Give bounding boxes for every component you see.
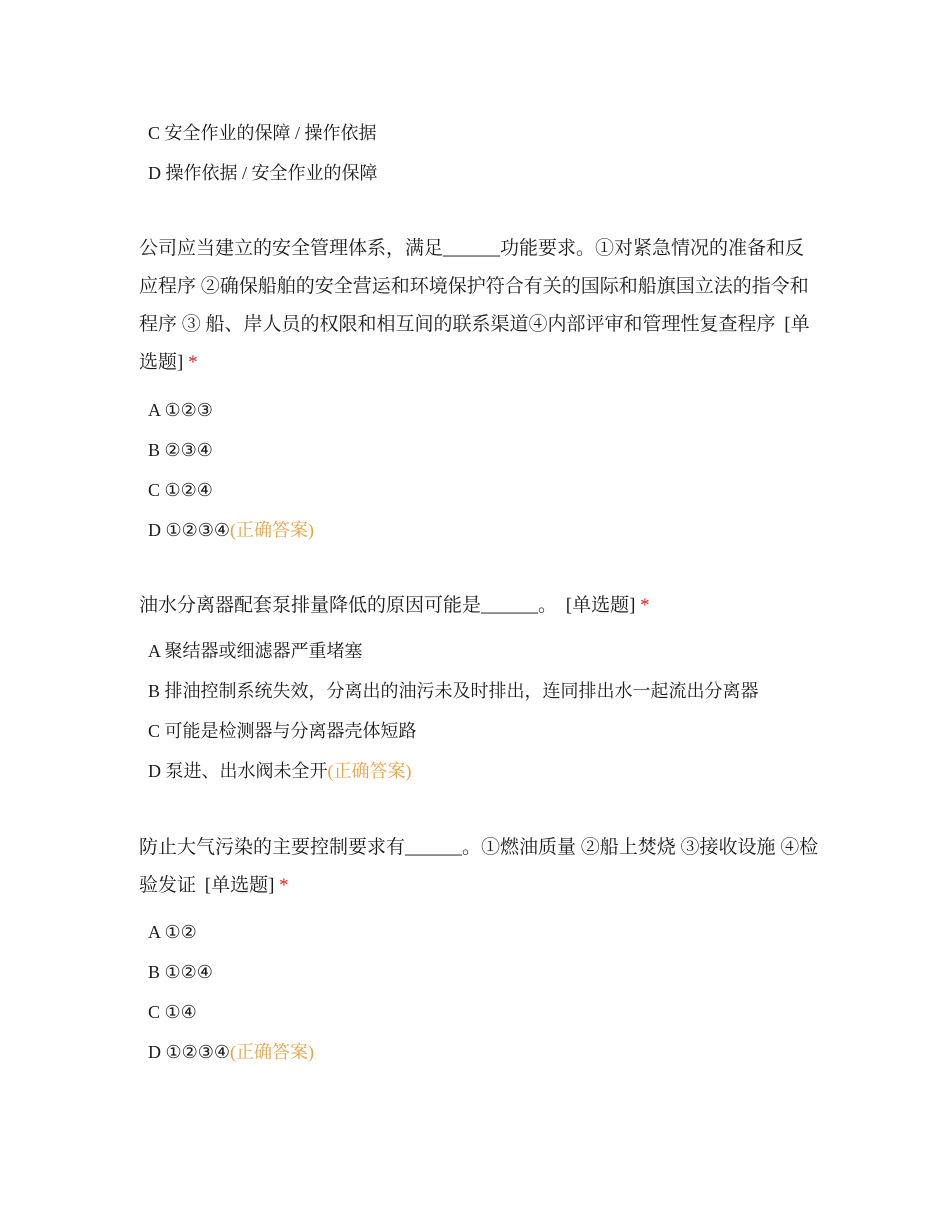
question-1-options bbox=[148, 390, 848, 550]
question-text: 公司应当建立的安全管理体系，满足______功能要求。①对紧急情况的准备和反应程序 ②确保船舶的安全营运和环境保护符合有关的国际和船旗国立法的指令和程序 ③ 船、岸人员的权限和相互间的联系渠道④内部评审和管理性复查程序 bbox=[139, 238, 809, 335]
option-letter: D bbox=[148, 520, 161, 540]
option-a[interactable] bbox=[148, 912, 848, 952]
option-b[interactable] bbox=[148, 952, 848, 992]
option-letter: C bbox=[148, 1002, 161, 1022]
option-text: 聚结器或细滤器严重堵塞 bbox=[164, 641, 363, 661]
option-text: ①②③④ bbox=[165, 1042, 231, 1062]
question-text: 防止大气污染的主要控制要求有______。①燃油质量 ②船上焚烧 ③接收设施 ④检验发证 bbox=[139, 837, 819, 896]
option-a[interactable] bbox=[148, 390, 848, 430]
option-text: ①②③④ bbox=[165, 520, 231, 540]
question-3-options bbox=[148, 912, 848, 1072]
required-marker: * bbox=[188, 352, 198, 373]
option-letter: C bbox=[148, 123, 161, 143]
option-letter: A bbox=[148, 922, 161, 942]
option-text: 安全作业的保障 / 操作依据 bbox=[164, 123, 377, 143]
option-c[interactable] bbox=[148, 113, 848, 153]
question-type: [单选题] bbox=[204, 875, 275, 896]
question-type: [单选题] bbox=[565, 595, 636, 616]
option-text: 可能是检测器与分离器壳体短路 bbox=[164, 721, 417, 741]
option-letter: A bbox=[148, 641, 161, 661]
option-letter: D bbox=[148, 761, 161, 781]
option-b[interactable] bbox=[148, 430, 848, 470]
option-d[interactable] bbox=[148, 510, 848, 550]
option-text: ①②④ bbox=[164, 480, 213, 500]
option-letter: B bbox=[148, 962, 161, 982]
option-text: 操作依据 / 安全作业的保障 bbox=[165, 163, 378, 183]
prev-question-options bbox=[148, 113, 848, 193]
question-2-stem bbox=[139, 587, 819, 625]
option-letter: C bbox=[148, 721, 161, 741]
question-3-stem bbox=[139, 829, 819, 905]
option-letter: D bbox=[148, 1042, 161, 1062]
option-d[interactable] bbox=[148, 153, 848, 193]
option-letter: D bbox=[148, 163, 161, 183]
option-text: ①②④ bbox=[164, 962, 213, 982]
option-letter: C bbox=[148, 480, 161, 500]
question-1-stem bbox=[139, 230, 819, 382]
option-a[interactable] bbox=[148, 631, 848, 671]
option-letter: B bbox=[148, 681, 161, 701]
required-marker: * bbox=[640, 595, 650, 616]
question-text: 油水分离器配套泵排量降低的原因可能是______。 bbox=[139, 595, 558, 616]
option-d[interactable] bbox=[148, 751, 848, 791]
question-2-options bbox=[148, 631, 848, 791]
option-text: ①②③ bbox=[164, 400, 213, 420]
option-text: ②③④ bbox=[164, 440, 213, 460]
correct-answer-label: (正确答案) bbox=[327, 761, 412, 781]
option-text: 泵进、出水阀未全开 bbox=[165, 761, 328, 781]
correct-answer-label: (正确答案) bbox=[230, 520, 315, 540]
required-marker: * bbox=[279, 875, 289, 896]
option-b[interactable] bbox=[148, 671, 848, 711]
option-c[interactable] bbox=[148, 992, 848, 1032]
option-c[interactable] bbox=[148, 470, 848, 510]
option-text: 排油控制系统失效，分离出的油污未及时排出，连同排出水一起流出分离器 bbox=[164, 681, 759, 701]
correct-answer-label: (正确答案) bbox=[230, 1042, 315, 1062]
option-text: ①② bbox=[164, 922, 197, 942]
option-letter: A bbox=[148, 400, 161, 420]
option-letter: B bbox=[148, 440, 161, 460]
option-d[interactable] bbox=[148, 1032, 848, 1072]
option-text: ①④ bbox=[164, 1002, 197, 1022]
question-type: [单选题] bbox=[139, 314, 810, 373]
option-c[interactable] bbox=[148, 711, 848, 751]
